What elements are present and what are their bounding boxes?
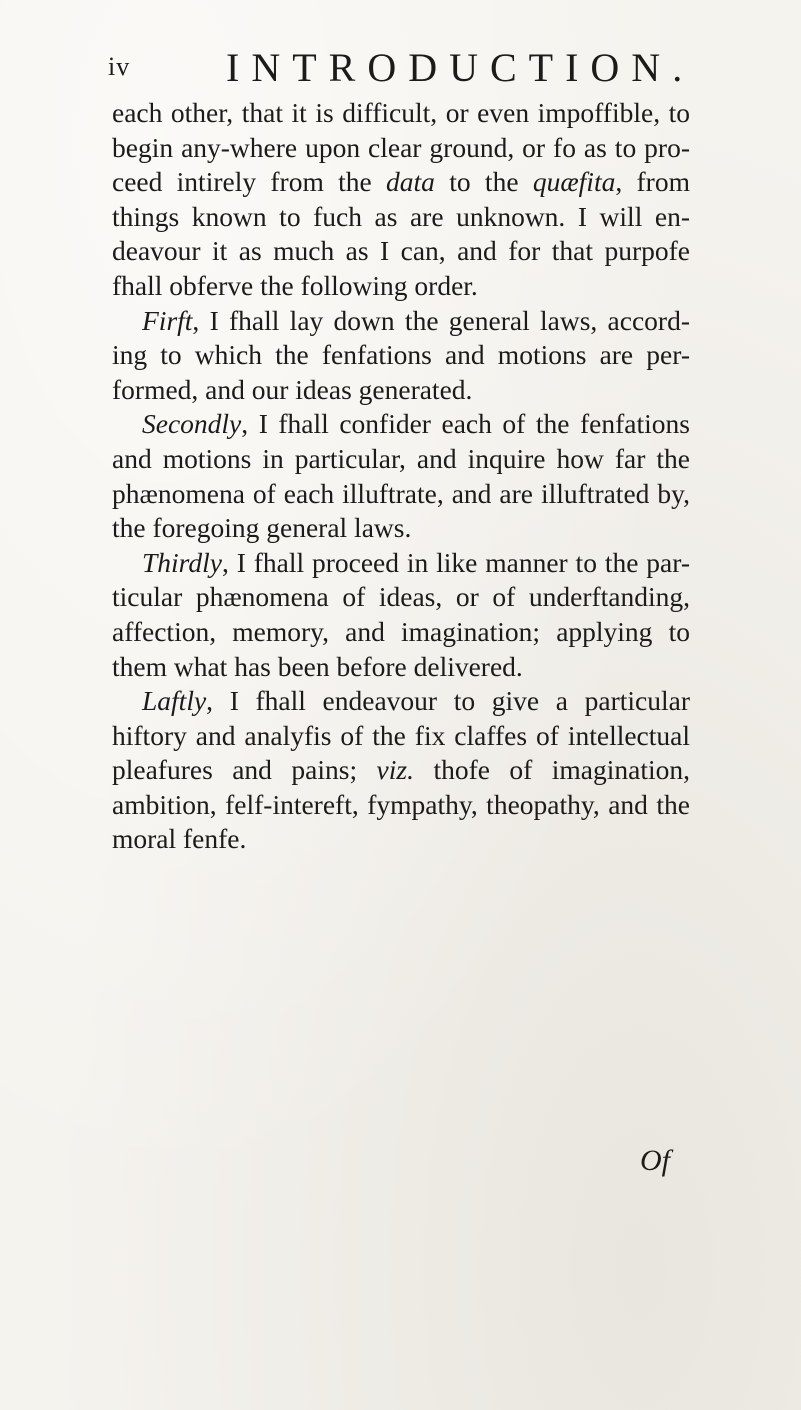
- running-head: INTRODUCTION.: [226, 45, 695, 90]
- paragraph-continuation: [112, 96, 690, 304]
- text-run: , I fhall confider each of the fenfations and motions in particular, and inquire how far the phænomena of each illuftrate, and are illuftrated by, the foregoing general laws.: [112, 408, 690, 544]
- text-run: , from things known to fuch as are unknown. I will en-deavour it as much as I can, and for that purpofe fhall obferve the following order.: [112, 166, 690, 301]
- text-run: to the: [434, 166, 533, 198]
- page-number: iv: [108, 52, 131, 81]
- italic-text: Thirdly: [142, 546, 222, 578]
- italic-text: Secondly: [142, 408, 242, 440]
- text-run: , I fhall proceed in like manner to the par-ticular phænomena of ideas, or of underftanding, affection, memory, and imagination; applying to them what has been before delivered.: [112, 546, 690, 682]
- italic-text: quæfita: [532, 166, 616, 198]
- text-run: , I fhall lay down the general laws, accord-ing to which the fenfations and motions are per-formed, and our ideas generated.: [112, 304, 690, 405]
- paragraph-thirdly: [112, 546, 690, 684]
- text-run: , I fhall endeavour to give a particular hiftory and analyfis of the fix claffes of intellectual pleafures and pains;: [112, 685, 690, 786]
- italic-text: viz.: [376, 754, 414, 786]
- text-run: each other, that it is difficult, or even impoffible, to begin any-where upon clear ground, or fo as to pro-ceed intirely from the: [112, 97, 690, 198]
- body-text: [112, 96, 690, 857]
- paragraph-secondly: [112, 407, 690, 545]
- italic-text: data: [386, 166, 435, 198]
- paragraph-lastly: [112, 684, 690, 857]
- catchword: Of: [640, 1144, 670, 1177]
- italic-text: Firft: [142, 304, 193, 336]
- paragraph-first: [112, 304, 690, 408]
- page-header: [108, 44, 708, 94]
- text-run: thofe of imagination, ambition, felf-intereft, fympathy, theopathy, and the moral fenfe.: [112, 754, 691, 855]
- italic-text: Laftly: [142, 685, 207, 717]
